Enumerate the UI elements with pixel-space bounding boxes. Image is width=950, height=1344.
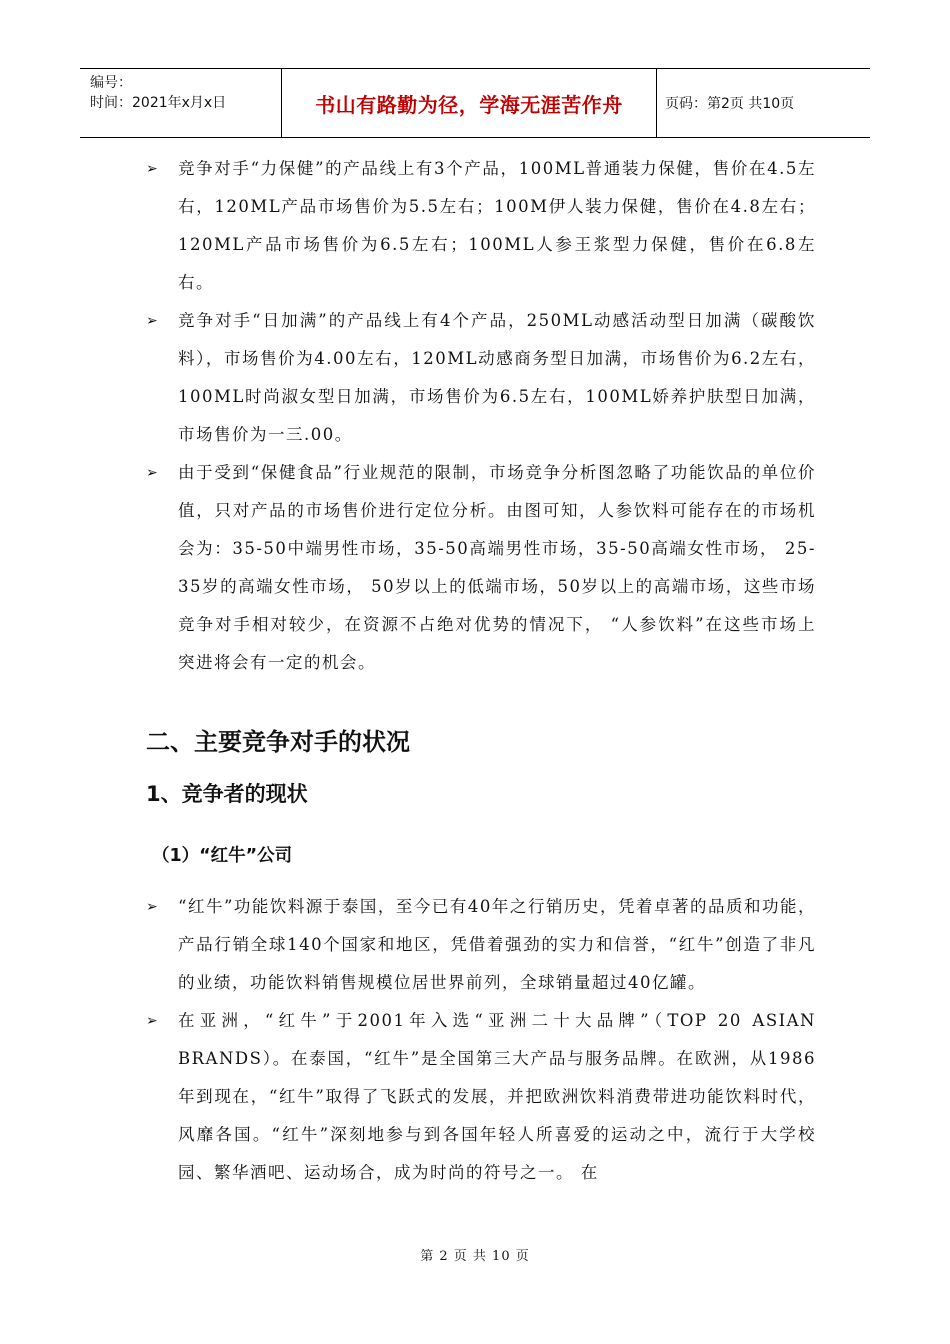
arrow-bullet-icon: ➢	[146, 313, 160, 329]
bullet-text: 由于受到“保健食品”行业规范的限制，市场竞争分析图忽略了功能饮品的单位价值，只对产品的市场售价进行定位分析。由图可知，人参饮料可能存在的市场机会为：35-50中端男性市场，35-50高端男性市场，35-50高端女性市场， 25-35岁的高端女性市场， 50岁以上的低端市场，50岁以上的高端市场，这些市场竞争对手相对较少，在资源不占绝对优势的情况下， “人参饮料”在这些市场上突进将会有一定的机会。	[178, 463, 816, 672]
header-meta	[80, 69, 282, 137]
company-heading: （1）“红牛”公司	[152, 846, 293, 866]
header-motto: 书山有路勤为径，学海无涯苦作舟	[315, 92, 623, 117]
arrow-bullet-icon: ➢	[146, 899, 160, 915]
header-motto-cell	[282, 69, 657, 137]
bullet-item	[146, 302, 816, 454]
page-label: 页码：第2页 共10页	[665, 96, 795, 112]
arrow-bullet-icon: ➢	[146, 465, 160, 481]
number-label: 编号：	[90, 75, 132, 91]
bullet-item	[146, 150, 816, 302]
bullet-item	[146, 888, 816, 1002]
section-heading: 二、主要竞争对手的状况	[146, 728, 410, 756]
bullet-item	[146, 1002, 816, 1192]
arrow-bullet-icon: ➢	[146, 161, 160, 177]
time-label: 时间：2021年x月x日	[90, 95, 227, 111]
bullet-text: 在亚洲，“红牛”于2001年入选“亚洲二十大品牌”（TOP 20 ASIAN BRANDS）。在泰国，“红牛”是全国第三大产品与服务品牌。在欧洲，从1986年到现在，“红牛”取得了飞跃式的发展，并把欧洲饮料消费带进功能饮料时代，风靡各国。“红牛”深刻地参与到各国年轻人所喜爱的运动之中，流行于大学校园、繁华酒吧、运动场合，成为时尚的符号之一。 在	[178, 1011, 816, 1182]
document-body	[146, 150, 816, 1192]
arrow-bullet-icon: ➢	[146, 1013, 160, 1029]
bullet-text: “红牛”功能饮料源于泰国，至今已有40年之行销历史，凭着卓著的品质和功能，产品行销全球140个国家和地区，凭借着强劲的实力和信誉，“红牛”创造了非凡的业绩，功能饮料销售规模位居世界前列，全球销量超过40亿罐。	[178, 897, 816, 992]
bullet-text: 竞争对手“日加满”的产品线上有4个产品，250ML动感活动型日加满（碳酸饮料），市场售价为4.00左右，120ML动感商务型日加满，市场售价为6.2左右，100ML时尚淑女型日加满，市场售价为6.5左右，100ML娇养护肤型日加满，市场售价为一三.00。	[178, 311, 816, 444]
bullet-item	[146, 454, 816, 682]
subsection-heading: 1、竞争者的现状	[146, 782, 308, 806]
bullet-text: 竞争对手“力保健”的产品线上有3个产品，100ML普通装力保健，售价在4.5左右，120ML产品市场售价为5.5左右；100M伊人装力保健，售价在4.8左右；120ML产品市场售价为6.5左右；100ML人参王浆型力保健，售价在6.8左右。	[178, 159, 816, 292]
page-footer: 第 2 页 共 10 页	[420, 1249, 530, 1264]
page-header	[80, 68, 870, 138]
header-page-cell	[657, 69, 870, 137]
